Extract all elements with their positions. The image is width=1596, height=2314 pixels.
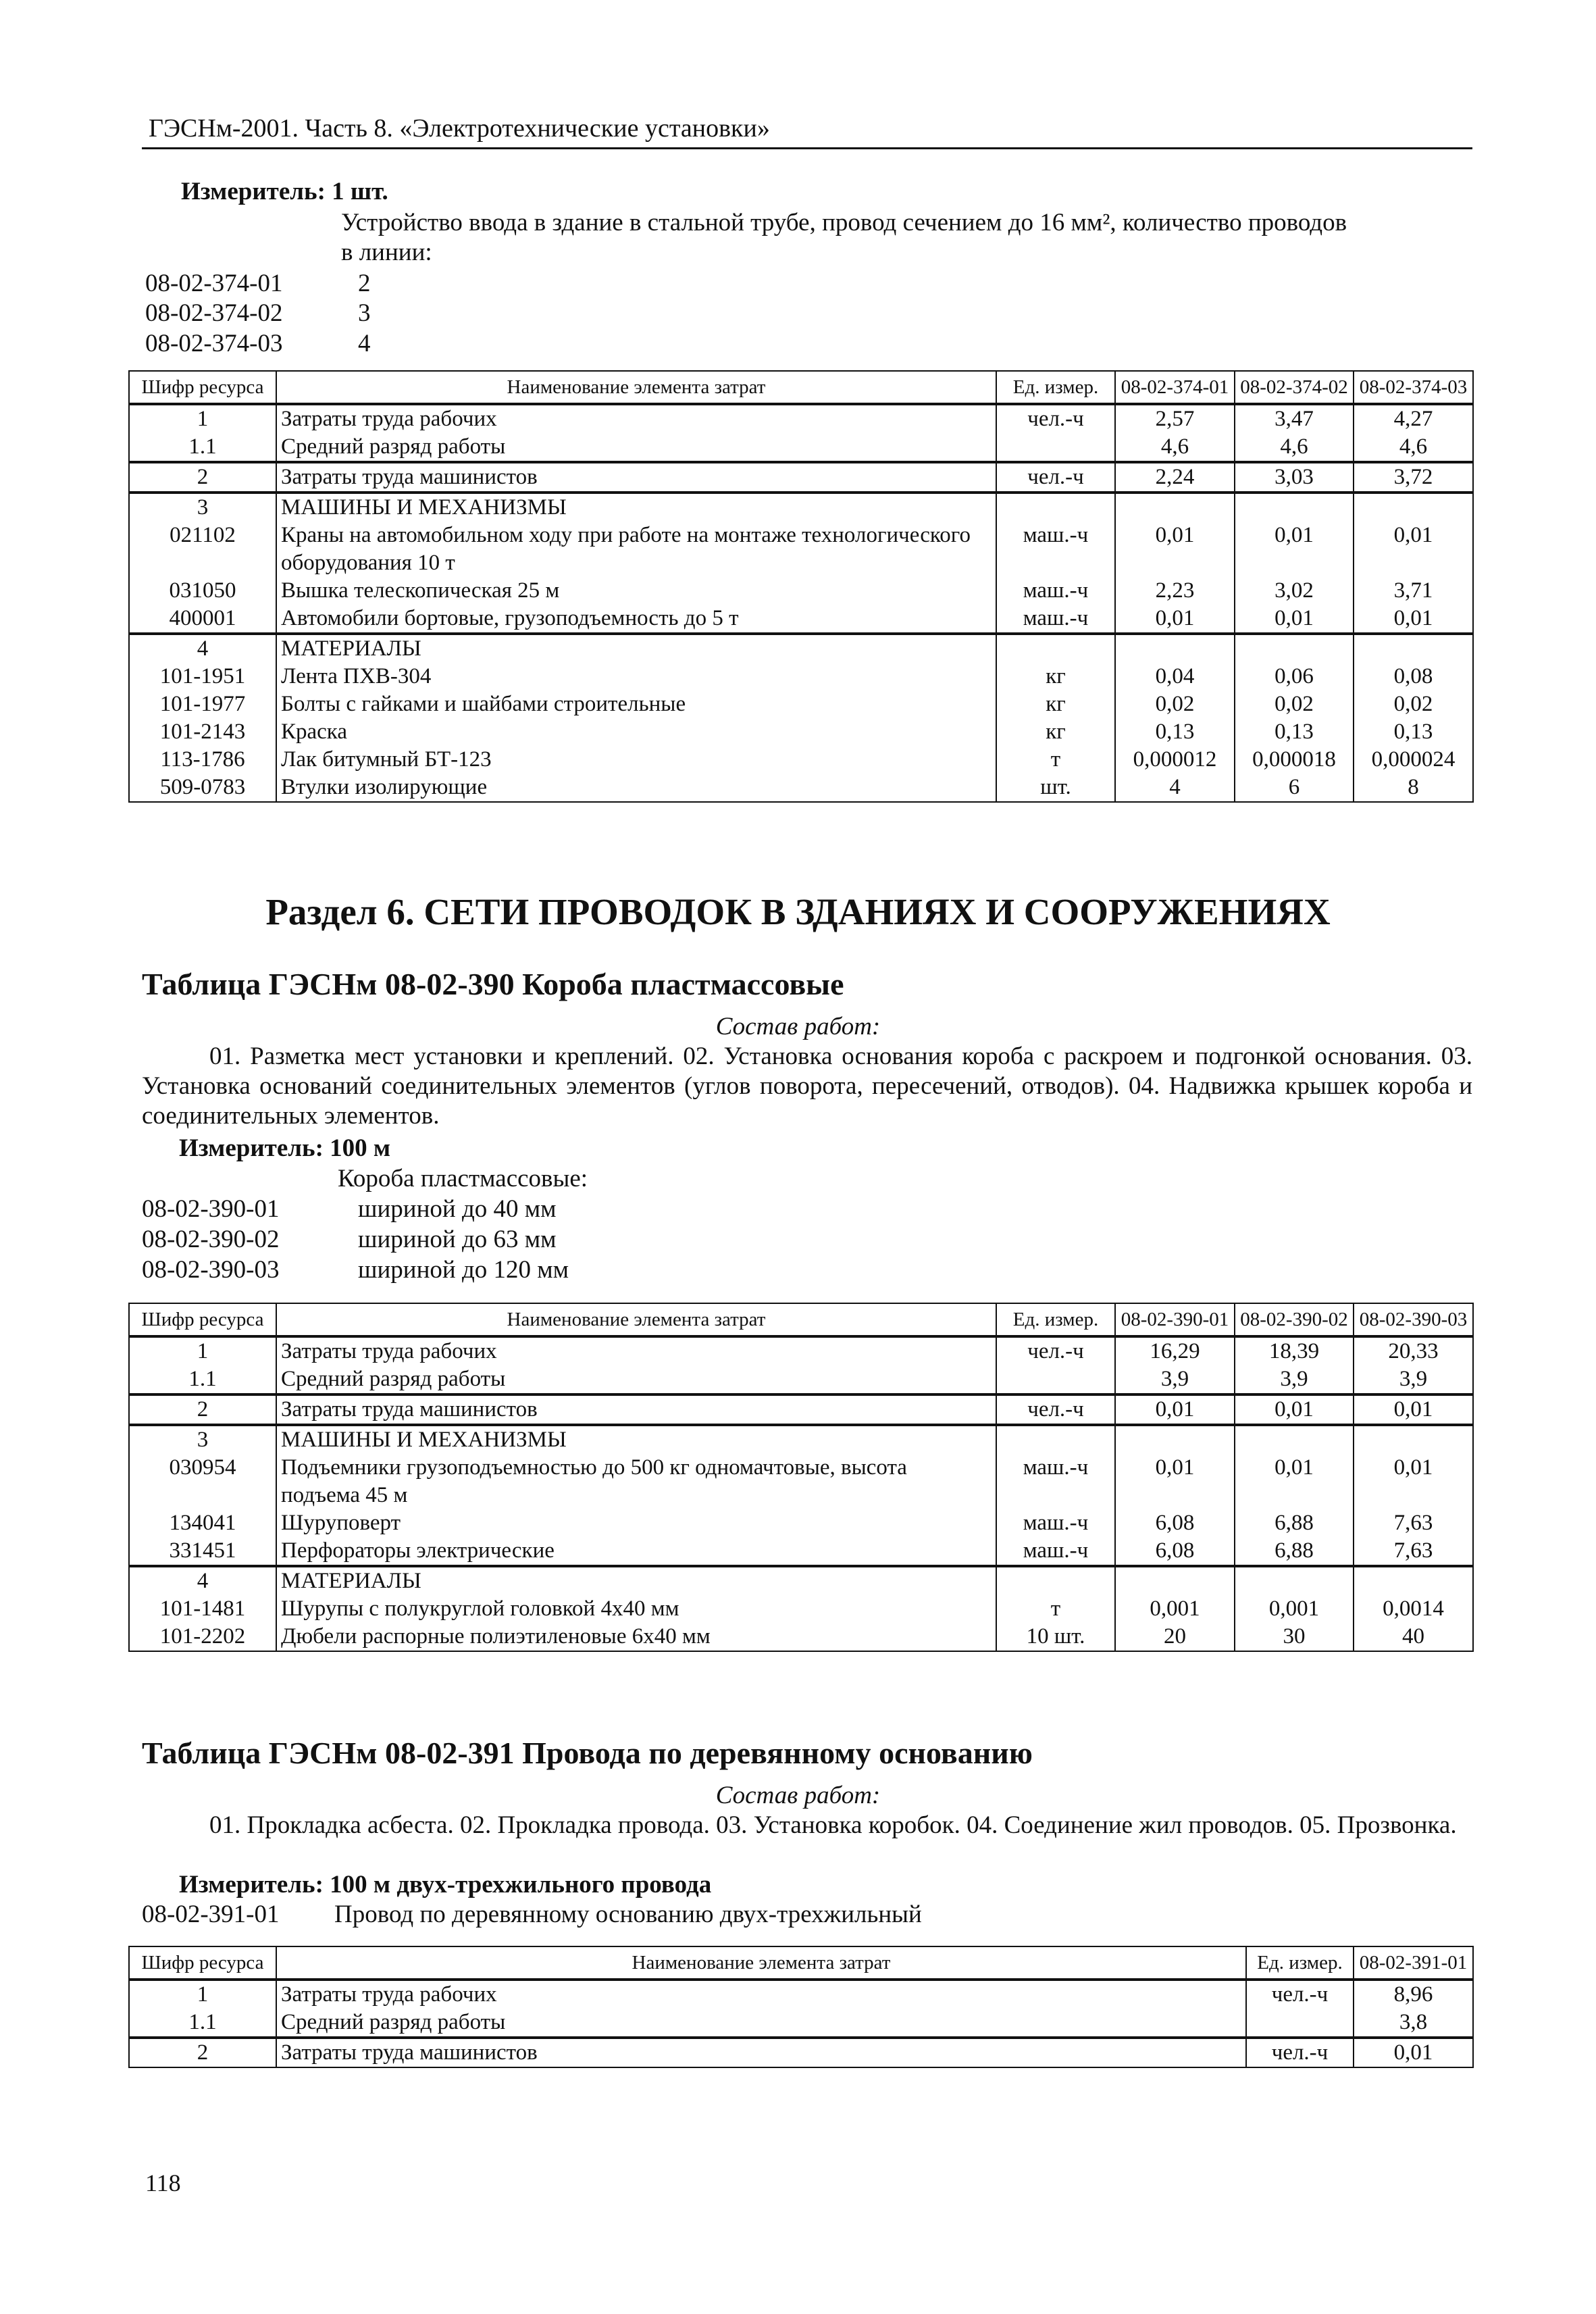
norm-code: 08-02-374-01 <box>145 270 283 297</box>
table-title-391: Таблица ГЭСНм 08-02-391 Провода по деревянному основанию <box>142 1736 1033 1770</box>
resource-table-374 <box>128 370 1474 803</box>
norm-value-cell: 7,63 <box>1354 1509 1473 1537</box>
norm-value-cell: 0,02 <box>1235 690 1354 718</box>
cost-element-name: Дюбели распорные полиэтиленовые 6х40 мм <box>276 1623 996 1651</box>
column-header: Ед. измер. <box>996 1303 1115 1336</box>
unit-of-measure: шт. <box>996 774 1115 802</box>
cost-element-name: МАШИНЫ И МЕХАНИЗМЫ <box>276 493 996 522</box>
table-row <box>129 1623 1473 1651</box>
column-header: 08-02-374-02 <box>1235 371 1354 404</box>
norm-value-cell: 3,9 <box>1354 1365 1473 1394</box>
norm-value-cell: 6,88 <box>1235 1537 1354 1566</box>
norm-code: 08-02-390-01 <box>142 1195 280 1223</box>
running-header: ГЭСНм-2001. Часть 8. «Электротехнические установки» <box>149 114 770 143</box>
table-row <box>129 2009 1473 2038</box>
norm-value-cell: 3,72 <box>1354 462 1473 493</box>
cost-element-name: Затраты труда машинистов <box>276 2038 1246 2067</box>
work-composition-label: Состав работ: <box>715 1013 881 1040</box>
table-row <box>129 1595 1473 1623</box>
description-line-2: в линии: <box>341 238 432 266</box>
cost-element-name: Шуруповерт <box>276 1509 996 1537</box>
column-header: Наименование элемента затрат <box>276 1946 1246 1980</box>
table-row <box>129 663 1473 690</box>
resource-code: 1 <box>129 1980 276 2009</box>
resource-code: 101-2143 <box>129 718 276 746</box>
table-row <box>129 2038 1473 2067</box>
codes-subtitle: Короба пластмассовые: <box>338 1165 588 1192</box>
meter-label: Измеритель: 100 м <box>179 1134 391 1162</box>
table-row <box>129 1336 1473 1365</box>
norm-value-cell: 4,6 <box>1354 433 1473 462</box>
norm-value: шириной до 63 мм <box>358 1226 557 1253</box>
norm-value-cell: 4 <box>1115 774 1235 802</box>
norm-code: 08-02-390-02 <box>142 1226 280 1253</box>
norm-value-cell: 0,001 <box>1115 1595 1235 1623</box>
norm-value-cell: 2,23 <box>1115 577 1235 605</box>
unit-of-measure: кг <box>996 690 1115 718</box>
norm-value-cell: 0,01 <box>1235 1394 1354 1425</box>
cost-element-name: Вышка телескопическая 25 м <box>276 577 996 605</box>
norm-value: 3 <box>358 299 371 327</box>
table-row <box>129 746 1473 774</box>
cost-element-name: Затраты труда рабочих <box>276 1336 996 1365</box>
norm-value-cell: 0,02 <box>1354 690 1473 718</box>
column-header: 08-02-390-01 <box>1115 1303 1235 1336</box>
norm-value-cell <box>1115 1566 1235 1595</box>
resource-table-391 <box>128 1946 1474 2068</box>
cost-element-name: Средний разряд работы <box>276 1365 996 1394</box>
norm-value-cell <box>1354 1425 1473 1454</box>
unit-of-measure: 10 шт. <box>996 1623 1115 1651</box>
resource-code: 3 <box>129 493 276 522</box>
unit-of-measure: кг <box>996 663 1115 690</box>
unit-of-measure: маш.-ч <box>996 522 1115 577</box>
norm-value-cell: 0,001 <box>1235 1595 1354 1623</box>
unit-of-measure <box>996 1566 1115 1595</box>
norm-value-cell <box>1354 634 1473 663</box>
norm-value-cell: 16,29 <box>1115 1336 1235 1365</box>
unit-of-measure: чел.-ч <box>996 1394 1115 1425</box>
description-line-1: Устройство ввода в здание в стальной трубе, провод сечением до 16 мм², количество проводов <box>341 209 1347 236</box>
page-number: 118 <box>145 2169 181 2196</box>
cost-element-name: Лак битумный БТ-123 <box>276 746 996 774</box>
unit-of-measure: т <box>996 1595 1115 1623</box>
norm-value-cell: 3,02 <box>1235 577 1354 605</box>
norm-value-cell <box>1115 634 1235 663</box>
table-header-row <box>129 1946 1473 1980</box>
norm-value-cell: 0,04 <box>1115 663 1235 690</box>
table-row <box>129 1425 1473 1454</box>
cost-element-name: Средний разряд работы <box>276 433 996 462</box>
norm-value-cell: 20 <box>1115 1623 1235 1651</box>
norm-description: Провод по деревянному основанию двух-трехжильный <box>334 1901 922 1928</box>
cost-element-name: Средний разряд работы <box>276 2009 1246 2038</box>
column-header: 08-02-390-02 <box>1235 1303 1354 1336</box>
resource-code: 2 <box>129 1394 276 1425</box>
unit-of-measure: маш.-ч <box>996 605 1115 634</box>
cost-element-name: Краска <box>276 718 996 746</box>
norm-value: 2 <box>358 270 371 297</box>
table-row <box>129 690 1473 718</box>
cost-element-name: Затраты труда машинистов <box>276 1394 996 1425</box>
column-header: Наименование элемента затрат <box>276 371 996 404</box>
norm-value-cell: 20,33 <box>1354 1336 1473 1365</box>
norm-value-cell: 2,57 <box>1115 404 1235 433</box>
table-row <box>129 1537 1473 1566</box>
resource-code: 331451 <box>129 1537 276 1566</box>
norm-value-cell: 0,01 <box>1235 605 1354 634</box>
column-header: 08-02-390-03 <box>1354 1303 1473 1336</box>
norm-value-cell: 0,01 <box>1354 605 1473 634</box>
table-row <box>129 605 1473 634</box>
norm-value-cell: 6 <box>1235 774 1354 802</box>
norm-value-cell: 0,01 <box>1235 522 1354 577</box>
norm-value-cell: 0,01 <box>1354 2038 1473 2067</box>
table-title-390: Таблица ГЭСНм 08-02-390 Короба пластмассовые <box>142 967 844 1001</box>
resource-code: 021102 <box>129 522 276 577</box>
column-header: Наименование элемента затрат <box>276 1303 996 1336</box>
table-row <box>129 404 1473 433</box>
norm-value-cell: 0,01 <box>1354 522 1473 577</box>
table-row <box>129 577 1473 605</box>
norm-value-cell: 3,71 <box>1354 577 1473 605</box>
norm-value-cell: 7,63 <box>1354 1537 1473 1566</box>
norm-value-cell: 8,96 <box>1354 1980 1473 2009</box>
resource-code: 101-1977 <box>129 690 276 718</box>
cost-element-name: Подъемники грузоподъемностью до 500 кг одномачтовые, высота подъема 45 м <box>276 1454 996 1509</box>
table-row <box>129 774 1473 802</box>
table-row <box>129 493 1473 522</box>
unit-of-measure: маш.-ч <box>996 577 1115 605</box>
norm-value-cell: 4,6 <box>1115 433 1235 462</box>
norm-value-cell: 0,01 <box>1115 605 1235 634</box>
norm-value-cell: 0,01 <box>1354 1394 1473 1425</box>
norm-value-cell: 3,03 <box>1235 462 1354 493</box>
section-title: Раздел 6. СЕТИ ПРОВОДОК В ЗДАНИЯХ И СООРУЖЕНИЯХ <box>265 891 1331 932</box>
norm-value-cell: 30 <box>1235 1623 1354 1651</box>
column-header: Шифр ресурса <box>129 371 276 404</box>
unit-of-measure <box>996 1425 1115 1454</box>
resource-code: 1.1 <box>129 1365 276 1394</box>
table-header-row <box>129 371 1473 404</box>
resource-code: 101-2202 <box>129 1623 276 1651</box>
norm-value-cell: 4,6 <box>1235 433 1354 462</box>
unit-of-measure: т <box>996 746 1115 774</box>
norm-value-cell: 0,0014 <box>1354 1595 1473 1623</box>
table-header-row <box>129 1303 1473 1336</box>
resource-code: 134041 <box>129 1509 276 1537</box>
norm-value-cell: 8 <box>1354 774 1473 802</box>
norm-value-cell <box>1235 634 1354 663</box>
resource-code: 113-1786 <box>129 746 276 774</box>
resource-code: 1 <box>129 404 276 433</box>
norm-value-cell <box>1235 1425 1354 1454</box>
unit-of-measure: кг <box>996 718 1115 746</box>
norm-value-cell: 0,000018 <box>1235 746 1354 774</box>
norm-value-cell <box>1235 493 1354 522</box>
norm-value-cell: 3,8 <box>1354 2009 1473 2038</box>
norm-value-cell: 0,08 <box>1354 663 1473 690</box>
norm-value: 4 <box>358 330 371 357</box>
norm-value-cell: 0,13 <box>1354 718 1473 746</box>
norm-value-cell: 3,9 <box>1235 1365 1354 1394</box>
work-composition-label: Состав работ: <box>715 1782 881 1809</box>
header-rule <box>142 147 1472 149</box>
unit-of-measure: маш.-ч <box>996 1509 1115 1537</box>
table-row <box>129 462 1473 493</box>
norm-value-cell: 0,13 <box>1115 718 1235 746</box>
table-row <box>129 1394 1473 1425</box>
column-header: 08-02-391-01 <box>1354 1946 1473 1980</box>
cost-element-name: Втулки изолирующие <box>276 774 996 802</box>
norm-value-cell: 4,27 <box>1354 404 1473 433</box>
table-row <box>129 522 1473 577</box>
column-header: 08-02-374-03 <box>1354 371 1473 404</box>
cost-element-name: МАТЕРИАЛЫ <box>276 634 996 663</box>
cost-element-name: Краны на автомобильном ходу при работе на монтаже технологического оборудования 10 т <box>276 522 996 577</box>
unit-of-measure: чел.-ч <box>996 1336 1115 1365</box>
resource-code: 1 <box>129 1336 276 1365</box>
cost-element-name: Автомобили бортовые, грузоподъемность до 5 т <box>276 605 996 634</box>
resource-code: 101-1481 <box>129 1595 276 1623</box>
norm-value-cell: 0,06 <box>1235 663 1354 690</box>
norm-value-cell: 0,02 <box>1115 690 1235 718</box>
norm-value-cell: 6,08 <box>1115 1509 1235 1537</box>
norm-value-cell: 40 <box>1354 1623 1473 1651</box>
column-header: Шифр ресурса <box>129 1303 276 1336</box>
column-header: Шифр ресурса <box>129 1946 276 1980</box>
work-composition-text: 01. Разметка мест установки и креплений. 02. Установка основания короба с раскроем и подгонкой основания. 03. Установка оснований соединительных элементов (углов поворота, пересечений, отводов). 04. Надвижка крышек короба и соединительных элементов. <box>142 1042 1472 1130</box>
cost-element-name: МАТЕРИАЛЫ <box>276 1566 996 1595</box>
table-row <box>129 1980 1473 2009</box>
norm-value-cell: 3,9 <box>1115 1365 1235 1394</box>
resource-code: 2 <box>129 2038 276 2067</box>
norm-value-cell: 0,13 <box>1235 718 1354 746</box>
cost-element-name: Шурупы с полукруглой головкой 4х40 мм <box>276 1595 996 1623</box>
norm-value-cell: 6,08 <box>1115 1537 1235 1566</box>
norm-value-cell: 3,47 <box>1235 404 1354 433</box>
resource-code: 031050 <box>129 577 276 605</box>
norm-value-cell <box>1115 1425 1235 1454</box>
norm-code: 08-02-374-02 <box>145 299 283 327</box>
cost-element-name: Затраты труда рабочих <box>276 404 996 433</box>
norm-value-cell <box>1235 1566 1354 1595</box>
norm-value-cell: 2,24 <box>1115 462 1235 493</box>
norm-code: 08-02-390-03 <box>142 1256 280 1284</box>
resource-code: 1.1 <box>129 2009 276 2038</box>
unit-of-measure <box>996 433 1115 462</box>
cost-element-name: Затраты труда машинистов <box>276 462 996 493</box>
cost-element-name: Болты с гайками и шайбами строительные <box>276 690 996 718</box>
norm-code: 08-02-391-01 <box>142 1901 280 1928</box>
table-row <box>129 1509 1473 1537</box>
work-composition-text: 01. Прокладка асбеста. 02. Прокладка провода. 03. Установка коробок. 04. Соединение жил проводов. 05. Прозвонка. <box>209 1811 1457 1839</box>
norm-value-cell <box>1354 493 1473 522</box>
norm-value: шириной до 40 мм <box>358 1195 557 1223</box>
unit-of-measure <box>1246 2009 1354 2038</box>
resource-code: 2 <box>129 462 276 493</box>
resource-code: 030954 <box>129 1454 276 1509</box>
norm-value-cell <box>1354 1566 1473 1595</box>
resource-code: 4 <box>129 634 276 663</box>
unit-of-measure: маш.-ч <box>996 1537 1115 1566</box>
cost-element-name: Перфораторы электрические <box>276 1537 996 1566</box>
norm-value-cell: 0,01 <box>1115 522 1235 577</box>
unit-of-measure: чел.-ч <box>1246 1980 1354 2009</box>
meter-label: Измеритель: 1 шт. <box>181 178 388 205</box>
cost-element-name: Затраты труда рабочих <box>276 1980 1246 2009</box>
norm-value-cell: 0,01 <box>1115 1454 1235 1509</box>
table-row <box>129 1365 1473 1394</box>
column-header: Ед. измер. <box>1246 1946 1354 1980</box>
resource-code: 4 <box>129 1566 276 1595</box>
norm-value-cell: 0,01 <box>1235 1454 1354 1509</box>
norm-value-cell: 6,88 <box>1235 1509 1354 1537</box>
table-row <box>129 634 1473 663</box>
table-row <box>129 433 1473 462</box>
resource-code: 1.1 <box>129 433 276 462</box>
norm-code: 08-02-374-03 <box>145 330 283 357</box>
unit-of-measure <box>996 493 1115 522</box>
resource-code: 509-0783 <box>129 774 276 802</box>
table-row <box>129 1454 1473 1509</box>
norm-value-cell: 0,000012 <box>1115 746 1235 774</box>
unit-of-measure <box>996 1365 1115 1394</box>
meter-label: Измеритель: 100 м двух-трехжильного провода <box>179 1871 712 1898</box>
unit-of-measure <box>996 634 1115 663</box>
norm-value-cell <box>1115 493 1235 522</box>
resource-code: 400001 <box>129 605 276 634</box>
unit-of-measure: маш.-ч <box>996 1454 1115 1509</box>
table-row <box>129 718 1473 746</box>
resource-table-390 <box>128 1303 1474 1652</box>
cost-element-name: МАШИНЫ И МЕХАНИЗМЫ <box>276 1425 996 1454</box>
norm-value-cell: 18,39 <box>1235 1336 1354 1365</box>
unit-of-measure: чел.-ч <box>996 462 1115 493</box>
resource-code: 3 <box>129 1425 276 1454</box>
table-row <box>129 1566 1473 1595</box>
norm-value: шириной до 120 мм <box>358 1256 569 1284</box>
column-header: 08-02-374-01 <box>1115 371 1235 404</box>
norm-value-cell: 0,000024 <box>1354 746 1473 774</box>
resource-code: 101-1951 <box>129 663 276 690</box>
unit-of-measure: чел.-ч <box>996 404 1115 433</box>
column-header: Ед. измер. <box>996 371 1115 404</box>
unit-of-measure: чел.-ч <box>1246 2038 1354 2067</box>
cost-element-name: Лента ПХВ-304 <box>276 663 996 690</box>
norm-value-cell: 0,01 <box>1115 1394 1235 1425</box>
norm-value-cell: 0,01 <box>1354 1454 1473 1509</box>
